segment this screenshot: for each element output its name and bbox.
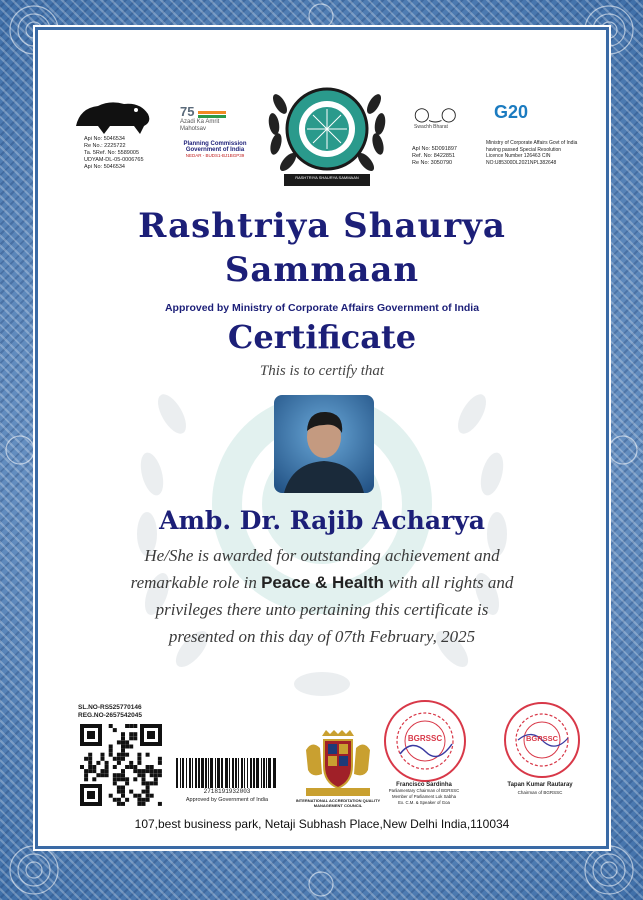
qr-module xyxy=(117,798,121,802)
qr-module xyxy=(117,790,121,794)
barcode-bar xyxy=(268,758,271,788)
qr-module xyxy=(105,761,109,765)
qr-module xyxy=(158,773,162,777)
qr-module xyxy=(101,769,105,773)
qr-module xyxy=(146,798,150,802)
qr-module xyxy=(117,786,121,790)
barcode-bar xyxy=(195,758,197,788)
left-registration-ids xyxy=(84,136,144,171)
qr-module xyxy=(117,761,121,765)
barcode-bar xyxy=(182,758,184,788)
id-line: Api No: 5046534 xyxy=(84,164,125,170)
qr-module xyxy=(150,765,154,769)
title-line-2: Sammaan xyxy=(224,250,420,290)
signatory-title: Chairman of BGRSSC xyxy=(517,790,563,795)
azadi-number: 75 xyxy=(180,104,195,119)
reg-line: Licence Number 126463 CIN xyxy=(486,153,551,159)
certify-text: This is to certify that xyxy=(259,363,385,379)
barcode xyxy=(174,758,280,788)
planning-line: NEDAR - BUDS1-BJ1BGP39 xyxy=(185,153,245,158)
qr-module xyxy=(125,753,129,757)
qr-module xyxy=(88,761,92,765)
qr-module xyxy=(88,765,92,769)
qr-module xyxy=(117,773,121,777)
swachh-bharat-logo xyxy=(414,106,457,130)
glasses-icon: ◯‿◯ xyxy=(414,106,457,122)
qr-module xyxy=(121,740,125,744)
qr-module xyxy=(129,724,133,728)
serial-block xyxy=(78,704,142,720)
qr-module xyxy=(137,757,141,761)
qr-module xyxy=(150,794,154,798)
qr-module xyxy=(125,781,129,785)
planning-line: Planning Commission xyxy=(183,141,247,147)
qr-module xyxy=(105,765,109,769)
qr-module xyxy=(121,745,125,749)
qr-module xyxy=(129,736,133,740)
barcode-caption: Approved by Government of India xyxy=(185,797,269,803)
barcode-bar xyxy=(176,758,178,788)
qr-module xyxy=(137,769,141,773)
barcode-bar xyxy=(186,758,187,788)
barcode-bar xyxy=(198,758,200,788)
barcode-bar xyxy=(253,758,255,788)
barcode-bar xyxy=(215,758,216,788)
barcode-bar xyxy=(263,758,265,788)
seal-banner-text: RASHTRIYA SHAURYA SAMMAAN xyxy=(295,175,359,180)
qr-module xyxy=(105,769,109,773)
qr-module xyxy=(137,761,141,765)
seal-emblem xyxy=(262,74,392,189)
certificate-heading: Certificate xyxy=(227,318,417,356)
qr-module xyxy=(137,802,141,806)
qr-module xyxy=(88,757,92,761)
qr-module xyxy=(142,781,146,785)
qr-module xyxy=(133,777,137,781)
qr-module xyxy=(125,745,129,749)
qr-module xyxy=(88,769,92,773)
qr-module xyxy=(137,798,141,802)
qr-module xyxy=(101,773,105,777)
barcode-bar xyxy=(238,758,239,788)
qr-module xyxy=(92,765,96,769)
qr-module xyxy=(133,736,137,740)
recipient-name: Amb. Dr. Rajib Acharya xyxy=(159,506,485,535)
qr-module xyxy=(121,736,125,740)
barcode-bar xyxy=(247,758,248,788)
lion-logo xyxy=(70,96,156,136)
barcode-bar xyxy=(235,758,237,788)
qr-module xyxy=(84,757,88,761)
qr-module xyxy=(109,794,113,798)
qr-module xyxy=(146,765,150,769)
qr-module xyxy=(129,761,133,765)
qr-module xyxy=(117,777,121,781)
qr-module xyxy=(142,773,146,777)
reg-line: NO:U85300DL2021NPL382648 xyxy=(486,159,557,166)
id-line: Apl No: 5D091897 xyxy=(412,146,457,152)
barcode-bar xyxy=(266,758,267,788)
qr-module xyxy=(158,757,162,761)
qr-module xyxy=(121,769,125,773)
right-registration-text xyxy=(486,140,577,166)
g20-logo: G20 xyxy=(494,102,529,122)
qr-module xyxy=(113,781,117,785)
qr-module xyxy=(146,786,150,790)
qr-module xyxy=(133,794,137,798)
qr-module xyxy=(121,790,125,794)
qr-module xyxy=(146,781,150,785)
signatory-name: Francisco Sardinha xyxy=(396,782,452,788)
qr-module xyxy=(125,798,129,802)
qr-module xyxy=(121,786,125,790)
reg-line: having passed Special Resolution xyxy=(486,146,562,153)
qr-module xyxy=(158,769,162,773)
id-line: Ref. No: 8422851 xyxy=(412,153,456,159)
approval-text: Approved by Ministry of Corporate Affairs Government of India xyxy=(164,302,480,314)
qr-module xyxy=(121,777,125,781)
right-registration-ids xyxy=(412,146,457,167)
barcode-bar xyxy=(217,758,220,788)
tricolor-icon xyxy=(198,111,226,114)
qr-module xyxy=(121,753,125,757)
description-line: privileges there unto pertaining this certificate is xyxy=(155,600,489,619)
qr-module xyxy=(117,802,121,806)
signatory-title: Member of Parliament Lok Sabha xyxy=(391,794,456,799)
qr-module xyxy=(117,753,121,757)
planning-commission xyxy=(170,141,260,158)
recipient-photo xyxy=(274,395,374,493)
barcode-bar xyxy=(229,758,230,788)
azadi-logo xyxy=(180,104,260,133)
qr-module xyxy=(121,757,125,761)
qr-module xyxy=(133,765,137,769)
qr-module xyxy=(121,794,125,798)
barcode-bar xyxy=(208,758,209,788)
qr-module xyxy=(142,769,146,773)
description-text: with all rights and xyxy=(383,573,514,592)
id-line: Re No: 3050790 xyxy=(412,160,453,166)
id-line: Api No: 5046534 xyxy=(84,136,125,142)
qr-module xyxy=(113,773,117,777)
serial-number: SL.NO-RS525770146 xyxy=(78,704,142,711)
qr-module xyxy=(84,773,88,777)
qr-module xyxy=(137,794,141,798)
barcode-bar xyxy=(273,758,276,788)
barcode-number: 2718191932003 xyxy=(203,788,251,795)
qr-module xyxy=(109,753,113,757)
achievement-field: Peace & Health xyxy=(261,573,384,592)
qr-module xyxy=(92,777,96,781)
qr-module xyxy=(142,802,146,806)
qr-module xyxy=(142,798,146,802)
qr-module xyxy=(154,781,158,785)
qr-module xyxy=(125,777,129,781)
qr-module xyxy=(113,798,117,802)
qr-module xyxy=(125,740,129,744)
qr-module xyxy=(158,802,162,806)
barcode-bar xyxy=(189,758,191,788)
title-line-1: Rashtriya Shaurya xyxy=(138,206,506,246)
qr-module xyxy=(109,724,113,728)
qr-code xyxy=(78,722,164,808)
signatory-title: Ex. C.M. & Speaker of Goa xyxy=(398,800,450,805)
swachh-text: Swachh Bharat xyxy=(414,124,448,130)
barcode-bar xyxy=(241,758,243,788)
barcode-bar xyxy=(210,758,213,788)
barcode-bar xyxy=(261,758,262,788)
qr-module xyxy=(101,753,105,757)
qr-module xyxy=(158,761,162,765)
description-line: He/She is awarded for outstanding achievement and xyxy=(144,546,500,565)
qr-module xyxy=(142,790,146,794)
id-line: Ta. 5Ref. No: 5589005 xyxy=(84,150,140,156)
qr-module xyxy=(146,753,150,757)
qr-module xyxy=(154,777,158,781)
crest-caption: INTERNATIONAL ACCREDITATION QUALITY MANAGEMENT COUNCIL xyxy=(295,798,381,808)
description-text: remarkable role in xyxy=(130,573,262,592)
signatory-title: Parliamentary Chairman of BGRSSC xyxy=(388,788,460,793)
azadi-text: Azadi Ka Amrit Mahotsav xyxy=(180,119,220,132)
qr-module xyxy=(88,753,92,757)
qr-module xyxy=(150,781,154,785)
qr-module xyxy=(146,794,150,798)
qr-module xyxy=(117,757,121,761)
qr-module xyxy=(142,777,146,781)
qr-module xyxy=(96,761,100,765)
qr-module xyxy=(125,765,129,769)
qr-module xyxy=(146,790,150,794)
qr-module xyxy=(150,773,154,777)
barcode-bar xyxy=(180,758,181,788)
address: 107,best business park, Netaji Subhash Place,New Delhi India,110034 xyxy=(134,817,510,831)
qr-module xyxy=(113,728,117,732)
qr-module xyxy=(129,745,133,749)
qr-module xyxy=(109,749,113,753)
registration-number: REG.NO-2657542045 xyxy=(78,712,142,719)
signatory-name: Tapan Kumar Rautaray xyxy=(507,782,573,788)
qr-module xyxy=(109,745,113,749)
barcode-bar xyxy=(201,758,204,788)
qr-module xyxy=(137,753,141,757)
qr-module xyxy=(129,790,133,794)
qr-module xyxy=(133,724,137,728)
qr-module xyxy=(121,732,125,736)
reg-line: Ministry of Corporate Affairs Govt of India xyxy=(486,140,578,146)
barcode-bar xyxy=(250,758,252,788)
qr-module xyxy=(84,777,88,781)
id-line: Re No.: 2225722 xyxy=(84,143,126,149)
signatory-2 xyxy=(490,782,590,796)
qr-module xyxy=(121,773,125,777)
qr-module xyxy=(154,769,158,773)
description-line: presented on this day of 07th February, 2025 xyxy=(168,627,476,646)
qr-module xyxy=(129,765,133,769)
qr-module xyxy=(101,757,105,761)
qr-module xyxy=(113,777,117,781)
qr-module xyxy=(117,740,121,744)
stamp-label: BGRSSC xyxy=(407,734,443,743)
planning-line: Government of India xyxy=(185,147,245,153)
qr-module xyxy=(146,769,150,773)
barcode-bar xyxy=(225,758,228,788)
signatory-1 xyxy=(364,782,484,806)
award-description xyxy=(42,542,602,650)
barcode-bar xyxy=(232,758,234,788)
qr-module xyxy=(96,773,100,777)
qr-module xyxy=(154,773,158,777)
qr-module xyxy=(84,769,88,773)
certificate-body xyxy=(42,34,602,842)
qr-module xyxy=(133,769,137,773)
barcode-bar xyxy=(244,758,245,788)
qr-module xyxy=(150,769,154,773)
qr-module xyxy=(133,732,137,736)
barcode-bar xyxy=(221,758,223,788)
qr-module xyxy=(92,769,96,773)
barcode-bar xyxy=(192,758,193,788)
qr-module xyxy=(129,732,133,736)
qr-module xyxy=(121,802,125,806)
stamp-label: BGRSSC xyxy=(525,734,559,743)
description-line xyxy=(42,569,602,596)
qr-module xyxy=(121,749,125,753)
qr-module xyxy=(105,773,109,777)
qr-module xyxy=(113,757,117,761)
barcode-bar xyxy=(256,758,259,788)
qr-module xyxy=(137,773,141,777)
qr-module xyxy=(80,765,84,769)
id-line: UDYAM-DL-05-0006765 xyxy=(84,157,144,163)
barcode-bar xyxy=(205,758,207,788)
qr-module xyxy=(113,765,117,769)
qr-module xyxy=(125,724,129,728)
person-icon xyxy=(274,395,374,493)
